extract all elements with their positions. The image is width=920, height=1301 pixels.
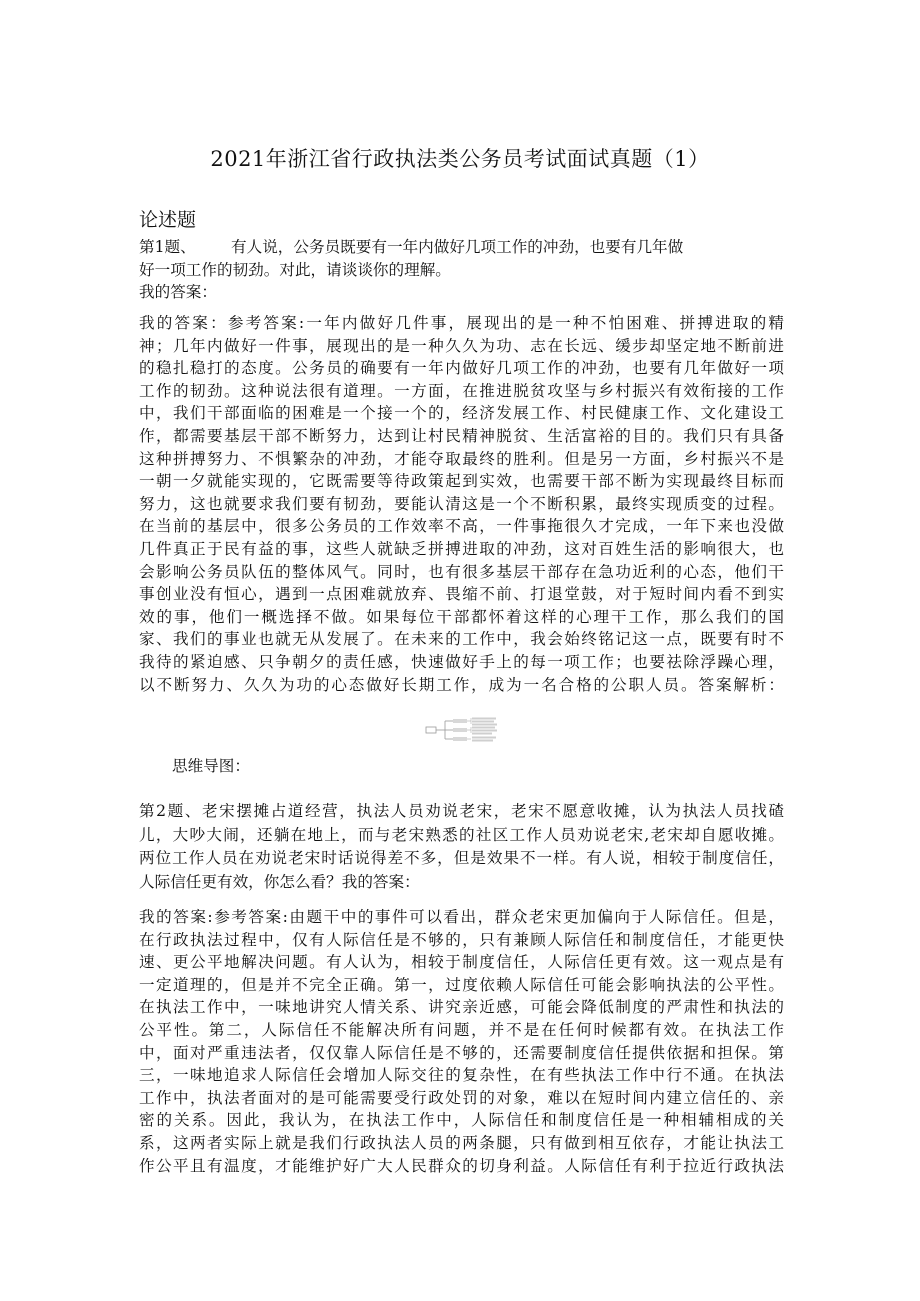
- answer-2-line: 密的关系。因此，我认为，在执法工作中，人际信任和制度信任是一种相辅相成的关: [139, 1111, 784, 1130]
- answer-2-line: 中，面对严重违法者，仅仅靠人际信任是不够的，还需要制度信任提供依据和担保。第: [139, 1043, 784, 1062]
- answer-1-line: 这种拼搏努力、不惧繁杂的冲劲，才能夺取最终的胜利。但是另一方面，乡村振兴不是: [139, 449, 784, 468]
- answer-1-line: 事创业没有恒心，遇到一点困难就放弃、畏缩不前、打退堂鼓，对于短时间内看不到实: [139, 585, 784, 604]
- answer-2-line: 作公平且有温度，才能维护好广大人民群众的切身利益。人际信任有利于拉近行政执法: [139, 1156, 784, 1175]
- answer-1-line: 努力，这也就要求我们要有韧劲，要能认清这是一个不断积累，最终实现质变的过程。: [139, 494, 784, 513]
- answer-1-line: 以不断努力、久久为功的心态做好长期工作，成为一名合格的公职人员。答案解析：: [139, 675, 784, 694]
- answer-1-line: 我待的紧迫感、只争朝夕的责任感，快速做好手上的每一项工作；也要祛除浮躁心理，: [139, 652, 784, 671]
- question-1-line: [139, 236, 784, 259]
- answer-2-line: 三，一味地追求人际信任会增加人际交往的复杂性，在有些执法工作中行不通。在执法: [139, 1066, 784, 1085]
- question-1-line: 好一项工作的韧劲。对此，请谈谈你的理解。: [139, 260, 451, 279]
- answer-1-line: 我的答案：参考答案:一年内做好几件事，展现出的是一种不怕困难、拼搏进取的精: [139, 314, 784, 332]
- answer-2-line: 一定道理的，但是并不完全正确。第一，过度依赖人际信任可能会影响执法的公平性。: [139, 975, 784, 994]
- question-2-line: 第2题、老宋摆摊占道经营，执法人员劝说老宋，老宋不愿意收摊，认为执法人员找碴: [139, 802, 784, 820]
- answer-2-line: 在执法工作中，一味地讲究人情关系、讲究亲近感，可能会降低制度的严肃性和执法的: [139, 998, 784, 1017]
- answer-1-line: 效的事，他们一概选择不做。如果每位干部都怀着这样的心理干工作，那么我们的国: [139, 607, 784, 626]
- answer-2-line: 我的答案:参考答案:由题干中的事件可以看出，群众老宋更加偏向于人际信任。但是，: [139, 908, 784, 926]
- question-1: [139, 236, 784, 304]
- question-2-line: 人际信任更有效，你怎么看？我的答案：: [139, 872, 420, 891]
- answer-1-line: 家、我们的事业也就无从发展了。在未来的工作中，我会始终铭记这一点，既要有时不: [139, 630, 784, 649]
- answer-1-line: 几件真正于民有益的事，这些人就缺乏拼搏进取的冲劲，这对百姓生活的影响很大，也: [139, 539, 784, 558]
- answer-2-line: 速、更公平地解决问题。有人认为，相较于制度信任，人际信任更有效。这一观点是有: [139, 953, 784, 972]
- answer-2: [139, 906, 784, 1177]
- question-1-text: 有人说，公务员既要有一年内做好几项工作的冲劲，也要有几年做: [231, 238, 684, 256]
- answer-2-line: 在行政执法过程中，仅有人际信任是不够的，只有兼顾人际信任和制度信任，才能更快: [139, 930, 784, 949]
- answer-2-line: 公平性。第二，人际信任不能解决所有问题，并不是在任何时候都有效。在执法工作: [139, 1020, 784, 1039]
- question-2-line: 儿，大吵大闹，还躺在地上，而与老宋熟悉的社区工作人员劝说老宋,老宋却自愿收摊。: [139, 825, 784, 844]
- question-1-number: 第1题、: [139, 238, 196, 256]
- answer-1-line: 中，我们干部面临的困难是一个接一个的，经济发展工作、村民健康工作、文化建设工: [139, 404, 784, 423]
- answer-1: [139, 312, 784, 696]
- answer-1-line: 一朝一夕就能实现的，它既需要等待政策起到实效，也需要干部不断为实现最终目标而: [139, 472, 784, 491]
- answer-1-line: 会影响公务员队伍的整体风气。同时，也有很多基层干部存在急功近利的心态，他们干: [139, 562, 784, 581]
- mind-map-label: 思维导图：: [172, 757, 250, 775]
- question-2: [139, 800, 784, 894]
- my-answer-label: 我的答案：: [139, 283, 217, 302]
- mind-map-thumbnail: [423, 717, 499, 743]
- answer-1-line: 在当前的基层中，很多公务员的工作效率不高，一件事拖很久才完成，一年下来也没做: [139, 517, 784, 536]
- answer-2-line: 工作中，执法者面对的是可能需要受行政处罚的对象，难以在短时间内建立信任的、亲: [139, 1088, 784, 1107]
- page-title: 2021年浙江省行政执法类公务员考试面试真题（1）: [210, 147, 710, 171]
- answer-2-line: 系，这两者实际上就是我们行政执法人员的两条腿，只有做到相互依存，才能让执法工: [139, 1133, 784, 1152]
- section-heading: 论述题: [139, 209, 197, 231]
- answer-1-line: 作，都需要基层干部不断努力，达到让村民精神脱贫、生活富裕的目的。我们只有具备: [139, 426, 784, 445]
- answer-1-line: 神；几年内做好一件事，展现出的是一种久久为功、志在长远、缓步却坚定地不断前进: [139, 336, 784, 355]
- question-2-line: 两位工作人员在劝说老宋时话说得差不多，但是效果不一样。有人说，相较于制度信任，: [139, 849, 784, 867]
- answer-1-line: 工作的韧劲。这种说法很有道理。一方面，在推进脱贫攻坚与乡村振兴有效衔接的工作: [139, 381, 784, 400]
- answer-1-line: 的稳扎稳打的态度。公务员的确要有一年内做好几项工作的冲劲，也要有几年做好一项: [139, 359, 784, 378]
